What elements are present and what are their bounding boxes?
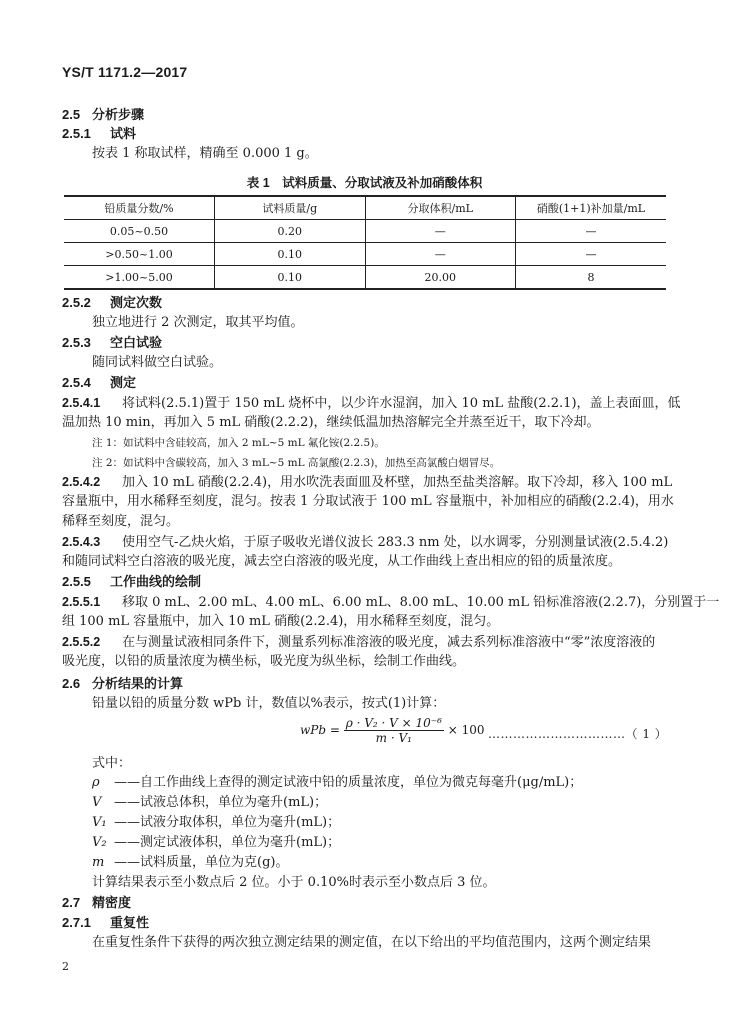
table-header-cell: 试料质量/g (215, 196, 366, 220)
table-header-cell: 硝酸(1+1)补加量/mL (516, 196, 667, 220)
table-1 (64, 195, 666, 290)
section-heading-2-7: 2.7 精密度 (62, 895, 132, 910)
table-cell: 8 (516, 266, 667, 290)
formula-lhs: wPb = (300, 723, 340, 737)
section-number: 2.5 (62, 107, 81, 122)
paragraph: 计算结果表示至小数点后 2 位。小于 0.10%时表示至小数点后 3 位。 (92, 875, 496, 890)
table-row (64, 220, 666, 243)
paragraph-line: 和随同试料空白溶液的吸光度，减去空白溶液的吸光度，从工作曲线上查出相应的铅的质量浓度。 (62, 554, 622, 569)
table-row (64, 243, 666, 266)
page-number: 2 (62, 960, 69, 973)
paragraph-2-5-4-3: 2.5.4.3 使用空气-乙炔火焰，于原子吸收光谱仪波长 283.3 nm 处，以水调零，分别测量试液(2.5.4.2) (62, 535, 669, 550)
paragraph-line: 吸光度，以铅的质量浓度为横坐标，吸光度为纵坐标，绘制工作曲线。 (62, 654, 466, 669)
section-heading-2-5-5: 2.5.5 工作曲线的绘制 (62, 574, 202, 589)
table-header-cell: 铅质量分数/% (64, 196, 215, 220)
paragraph: 随同试料做空白试验。 (92, 355, 223, 370)
table-header-cell: 分取体积/mL (365, 196, 516, 220)
paragraph-2-5-5-1: 2.5.5.1 移取 0 mL、2.00 mL、4.00 mL、6.00 mL、8.00 mL、10.00 mL 铅标准溶液(2.2.7)，分别置于一 (62, 595, 720, 610)
section-heading-2-6: 2.6 分析结果的计算 (62, 676, 184, 691)
variable-def: V ——试液总体积，单位为毫升(mL)； (92, 795, 328, 810)
formula-fraction (344, 716, 444, 745)
variable-def: ρ ——自工作曲线上查得的测定试液中铅的质量浓度，单位为微克每毫升(μg/mL)； (92, 775, 583, 790)
paragraph-2-5-4-2: 2.5.4.2 加入 10 mL 硝酸(2.2.4)，用水吹洗表面皿及杯壁，加热至盐类溶解。取下冷却，移入 100 mL (62, 475, 673, 490)
table-cell: 0.05~0.50 (64, 220, 215, 243)
note: 注 1：如试料中含硅较高，加入 2 mL~5 mL 氟化铵(2.2.5)。 (92, 437, 385, 449)
formula-denominator: m · V₁ (375, 731, 412, 745)
variable-def: V₁ ——试液分取体积，单位为毫升(mL)； (92, 815, 341, 830)
paragraph-line: 稀释至刻度，混匀。 (62, 514, 180, 529)
table-cell: >0.50~1.00 (64, 243, 215, 266)
note: 注 2：如试料中含碳较高，加入 3 mL~5 mL 高氯酸(2.2.3)，加热至高氯酸白烟冒尽。 (92, 457, 501, 469)
paragraph: 铅量以铅的质量分数 wPb 计，数值以%表示，按式(1)计算： (92, 696, 446, 711)
table-cell: 0.20 (215, 220, 366, 243)
paragraph: 在重复性条件下获得的两次独立测定结果的测定值，在以下给出的平均值范围内，这两个测定结果 (92, 935, 652, 950)
variable-def: m ——试料质量，单位为克(g)。 (92, 855, 289, 870)
table-cell: 20.00 (365, 266, 516, 290)
table-header-row (64, 196, 666, 220)
table-cell: — (365, 220, 516, 243)
section-heading-2-7-1: 2.7.1 重复性 (62, 915, 150, 930)
table-cell: — (365, 243, 516, 266)
where-label: 式中： (92, 756, 132, 771)
paragraph-line: 温加热 10 min，再加入 5 mL 硝酸(2.2.2)，继续低温加热溶解完全并蒸至近干，取下冷却。 (62, 415, 600, 430)
table-cell: >1.00~5.00 (64, 266, 215, 290)
equation-number: ……………………………（ 1 ） (488, 727, 668, 741)
table-cell: — (516, 243, 667, 266)
table-row (64, 266, 666, 290)
standard-number: YS/T 1171.2—2017 (62, 64, 188, 80)
table-cell: 0.10 (215, 243, 366, 266)
paragraph: 按表 1 称取试样，精确至 0.000 1 g。 (92, 146, 318, 161)
paragraph-line: 组 100 mL 容量瓶中，加入 10 mL 硝酸(2.2.4)，用水稀释至刻度，混匀。 (62, 614, 500, 629)
formula-numerator: ρ · V₂ · V × 10⁻⁶ (345, 716, 442, 730)
section-heading-2-5-4: 2.5.4 测定 (62, 375, 137, 390)
paragraph-line: 容量瓶中，用水稀释至刻度，混匀。按表 1 分取试液于 100 mL 容量瓶中，补加相应的硝酸(2.2.4)，用水 (62, 494, 674, 509)
section-heading-2-5-3: 2.5.3 空白试验 (62, 335, 163, 350)
table-caption: 表 1 试料质量、分取试液及补加硝酸体积 (246, 176, 483, 190)
paragraph-2-5-4-1: 2.5.4.1 将试料(2.5.1)置于 150 mL 烧杯中，以少许水湿润，加入 10 mL 盐酸(2.2.1)，盖上表面皿，低 (62, 396, 681, 411)
variable-def: V₂ ——测定试液体积，单位为毫升(mL)； (92, 835, 341, 850)
formula-times: × 100 (447, 723, 485, 737)
section-heading-2-5-1: 2.5.1 试料 (62, 126, 137, 141)
table-cell: 0.10 (215, 266, 366, 290)
formula-1 (300, 716, 485, 745)
table-cell: — (516, 220, 667, 243)
section-heading-2-5: 2.5 分析步骤 (62, 107, 145, 122)
paragraph: 独立地进行 2 次测定，取其平均值。 (92, 315, 304, 330)
paragraph-2-5-5-2: 2.5.5.2 在与测量试液相同条件下，测量系列标准溶液的吸光度，减去系列标准溶液中“零”浓度溶液的 (62, 635, 656, 650)
section-heading-2-5-2: 2.5.2 测定次数 (62, 295, 163, 310)
